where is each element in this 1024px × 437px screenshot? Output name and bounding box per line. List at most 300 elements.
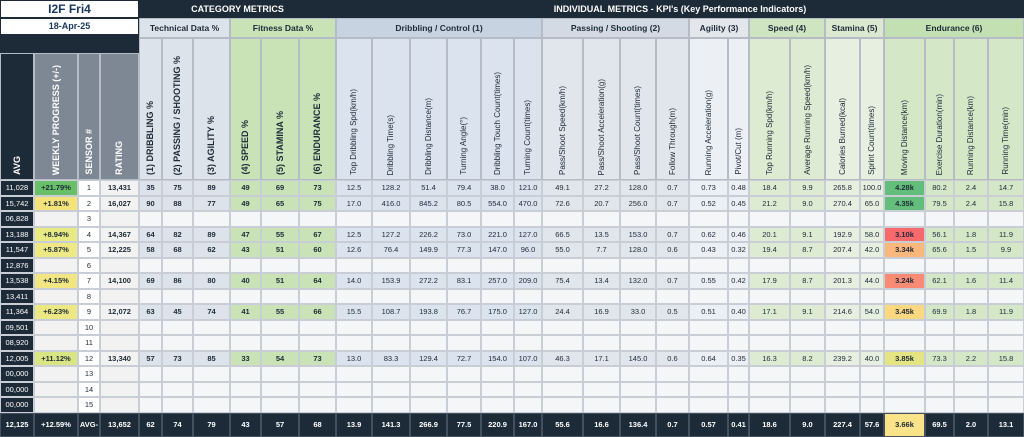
footer-v4: 57 [261, 413, 299, 437]
footer-v22: 3.66k [884, 413, 925, 437]
cell-v10 [481, 366, 514, 382]
cell-v22 [884, 366, 925, 382]
cell-v15: 0.7 [656, 227, 689, 243]
cell-v7: 153.9 [372, 273, 410, 289]
cell-v20 [825, 382, 860, 398]
cell-v17 [728, 258, 749, 274]
cell-v7 [372, 366, 410, 382]
cell-wp: +5.87% [34, 242, 78, 258]
cell-v15: 0.7 [656, 180, 689, 196]
cell-v8 [410, 320, 447, 336]
cell-v8 [410, 397, 447, 413]
cell-v13 [583, 382, 620, 398]
cell-v6 [336, 258, 372, 274]
cell-v7: 83.3 [372, 351, 410, 367]
cell-v16 [689, 382, 728, 398]
cell-rating [100, 335, 139, 351]
cell-v8 [410, 366, 447, 382]
passing-subgroup: Passing / Shooting (2) [542, 18, 689, 38]
cell-v25 [988, 366, 1024, 382]
col-header-v17-label: Pivot/Cut (m) [733, 128, 743, 175]
footer-v9: 77.5 [447, 413, 481, 437]
cell-v18: 19.4 [749, 242, 790, 258]
cell-v23: 73.3 [925, 351, 954, 367]
cell-v1 [162, 397, 193, 413]
cell-v4: 51 [261, 242, 299, 258]
cell-v13 [583, 211, 620, 227]
cell-v13 [583, 289, 620, 305]
cell-v10 [481, 335, 514, 351]
col-header-v7 [372, 38, 410, 180]
cell-v16 [689, 289, 728, 305]
cell-v0: 35 [139, 180, 162, 196]
cell-v1 [162, 289, 193, 305]
cell-v10: 154.0 [481, 351, 514, 367]
cell-v19 [790, 335, 825, 351]
cell-v8 [410, 289, 447, 305]
cell-v16: 0.55 [689, 273, 728, 289]
cell-v11 [514, 366, 542, 382]
cell-v11: 209.0 [514, 273, 542, 289]
cell-v25 [988, 382, 1024, 398]
cell-v2 [193, 211, 230, 227]
cell-rating [100, 397, 139, 413]
col-header-v4-label: (5) STAMINA % [274, 111, 285, 175]
cell-v12 [542, 211, 583, 227]
cell-v24: 1.5 [954, 242, 988, 258]
cell-v11: 96.0 [514, 242, 542, 258]
col-header-v9 [447, 38, 481, 180]
cell-v11: 470.0 [514, 196, 542, 212]
cell-v23 [925, 382, 954, 398]
cell-v19 [790, 289, 825, 305]
cell-v2 [193, 366, 230, 382]
cell-v23 [925, 289, 954, 305]
cell-v5 [299, 211, 336, 227]
footer-v25: 13.1 [988, 413, 1024, 437]
cell-v5: 60 [299, 242, 336, 258]
cell-v5 [299, 258, 336, 274]
cell-v2 [193, 335, 230, 351]
col-header-v2 [193, 38, 230, 180]
cell-v21: 54.0 [860, 304, 884, 320]
cell-v10 [481, 382, 514, 398]
cell-v2 [193, 320, 230, 336]
cell-v9 [447, 335, 481, 351]
cell-v25 [988, 320, 1024, 336]
cell-v14 [620, 289, 656, 305]
cell-v25: 11.9 [988, 304, 1024, 320]
cell-rating [100, 289, 139, 305]
cell-v10: 257.0 [481, 273, 514, 289]
cell-v3 [230, 320, 261, 336]
cell-v17: 0.40 [728, 304, 749, 320]
cell-v2: 89 [193, 180, 230, 196]
cell-v15 [656, 335, 689, 351]
col-header-v5 [299, 38, 336, 180]
cell-v11 [514, 397, 542, 413]
cell-v13: 16.9 [583, 304, 620, 320]
col-header-v20 [825, 38, 860, 180]
cell-v12: 55.0 [542, 242, 583, 258]
footer-v14: 136.4 [620, 413, 656, 437]
col-header-v11 [514, 38, 542, 180]
footer-avg: 12,125 [0, 413, 34, 437]
cell-v1: 68 [162, 242, 193, 258]
cell-sensor: 8 [78, 289, 100, 305]
cell-v17: 0.48 [728, 180, 749, 196]
cell-v23 [925, 366, 954, 382]
cell-v12 [542, 335, 583, 351]
cell-v5: 75 [299, 196, 336, 212]
col-header-v19 [790, 38, 825, 180]
cell-avg: 13,188 [0, 227, 34, 243]
footer-v24: 2.0 [954, 413, 988, 437]
cell-v13: 20.7 [583, 196, 620, 212]
cell-v3: 43 [230, 242, 261, 258]
cell-v11: 127.0 [514, 304, 542, 320]
cell-v25 [988, 397, 1024, 413]
cell-v20 [825, 397, 860, 413]
cell-v8 [410, 258, 447, 274]
cell-v20: 270.4 [825, 196, 860, 212]
col-header-v23 [925, 38, 954, 180]
cell-v22: 4.35k [884, 196, 925, 212]
cell-v11: 127.0 [514, 227, 542, 243]
cell-v2: 89 [193, 227, 230, 243]
cell-v8: 845.2 [410, 196, 447, 212]
cell-v16 [689, 366, 728, 382]
cell-v18: 17.9 [749, 273, 790, 289]
cell-v11 [514, 289, 542, 305]
cell-v17 [728, 397, 749, 413]
cell-v12: 75.4 [542, 273, 583, 289]
cell-v25 [988, 211, 1024, 227]
cell-v11 [514, 258, 542, 274]
cell-v11 [514, 320, 542, 336]
cell-v12 [542, 366, 583, 382]
cell-v4: 51 [261, 273, 299, 289]
cell-v11: 121.0 [514, 180, 542, 196]
cell-v4: 55 [261, 227, 299, 243]
cell-avg: 11,547 [0, 242, 34, 258]
col-header-v18-label: Top Running Spd(km/h) [764, 90, 774, 175]
cell-avg: 09,501 [0, 320, 34, 336]
cell-v21: 44.0 [860, 273, 884, 289]
col-header-v13 [583, 38, 620, 180]
cell-rating [100, 382, 139, 398]
cell-v21 [860, 289, 884, 305]
cell-v24 [954, 382, 988, 398]
cell-v3: 41 [230, 304, 261, 320]
cell-v10 [481, 397, 514, 413]
col-header-v4 [261, 38, 299, 180]
cell-v19: 9.1 [790, 304, 825, 320]
cell-v3: 49 [230, 180, 261, 196]
cell-sensor: 12 [78, 351, 100, 367]
cell-v18 [749, 211, 790, 227]
cell-v16 [689, 211, 728, 227]
cell-v2 [193, 397, 230, 413]
col-header-v12 [542, 38, 583, 180]
cell-v12 [542, 397, 583, 413]
cell-v17: 0.45 [728, 196, 749, 212]
cell-rating: 16,027 [100, 196, 139, 212]
footer-v6: 13.9 [336, 413, 372, 437]
cell-v8: 226.2 [410, 227, 447, 243]
cell-v18 [749, 258, 790, 274]
cell-v4: 54 [261, 351, 299, 367]
cell-v12 [542, 258, 583, 274]
cell-v17 [728, 335, 749, 351]
footer-v0: 62 [139, 413, 162, 437]
footer-v19: 9.0 [790, 413, 825, 437]
cell-rating [100, 320, 139, 336]
cell-v0 [139, 366, 162, 382]
footer-v21: 57.6 [860, 413, 884, 437]
cell-avg: 12,005 [0, 351, 34, 367]
cell-v17: 0.42 [728, 273, 749, 289]
cell-v16: 0.64 [689, 351, 728, 367]
cell-v5 [299, 320, 336, 336]
cell-v3: 40 [230, 273, 261, 289]
cell-v18: 18.4 [749, 180, 790, 196]
cell-v10 [481, 320, 514, 336]
cell-v22: 3.24k [884, 273, 925, 289]
cell-v12 [542, 320, 583, 336]
cell-v15 [656, 382, 689, 398]
cell-v14 [620, 211, 656, 227]
cell-v21: 42.0 [860, 242, 884, 258]
technical-subgroup: Technical Data % [139, 18, 230, 38]
col-header-wp [34, 53, 78, 180]
cell-v18: 21.2 [749, 196, 790, 212]
cell-v25: 9.9 [988, 242, 1024, 258]
cell-v20 [825, 320, 860, 336]
cell-v21: 58.0 [860, 227, 884, 243]
cell-v10 [481, 211, 514, 227]
col-header-v6 [336, 38, 372, 180]
cell-v1 [162, 320, 193, 336]
cell-v6 [336, 289, 372, 305]
cell-v12: 72.6 [542, 196, 583, 212]
col-header-avg-label: AVG [11, 156, 22, 175]
cell-rating [100, 258, 139, 274]
cell-v3 [230, 335, 261, 351]
col-header-v9-label: Turning Angle(°) [459, 117, 468, 175]
col-header-v24-label: Running Distance(km) [966, 95, 975, 175]
cell-v4: 69 [261, 180, 299, 196]
cell-v9: 77.3 [447, 242, 481, 258]
cell-v6: 17.0 [336, 196, 372, 212]
cell-v23: 56.1 [925, 227, 954, 243]
col-header-v15-label: Follow Through(m) [667, 108, 677, 175]
cell-v16: 0.73 [689, 180, 728, 196]
cell-v9 [447, 258, 481, 274]
cell-v6: 12.6 [336, 242, 372, 258]
cell-v17 [728, 320, 749, 336]
cell-v13: 13.4 [583, 273, 620, 289]
cell-v2: 80 [193, 273, 230, 289]
category-metrics-banner: CATEGORY METRICS [139, 0, 336, 18]
col-header-rating-label: RATING [114, 141, 124, 175]
cell-v6 [336, 320, 372, 336]
cell-v10 [481, 289, 514, 305]
cell-v1 [162, 335, 193, 351]
footer-v12: 55.6 [542, 413, 583, 437]
stamina-subgroup: Stamina (5) [825, 18, 884, 38]
cell-v18 [749, 289, 790, 305]
col-header-v21 [860, 38, 884, 180]
cell-v6: 13.0 [336, 351, 372, 367]
cell-v18: 17.1 [749, 304, 790, 320]
cell-v25: 14.7 [988, 180, 1024, 196]
cell-v7 [372, 289, 410, 305]
cell-v17 [728, 289, 749, 305]
cell-v23 [925, 335, 954, 351]
cell-v1: 45 [162, 304, 193, 320]
cell-v17: 0.32 [728, 242, 749, 258]
cell-avg: 11,028 [0, 180, 34, 196]
cell-v19: 9.0 [790, 196, 825, 212]
cell-v6: 12.5 [336, 180, 372, 196]
cell-v22 [884, 335, 925, 351]
cell-rating: 14,367 [100, 227, 139, 243]
col-header-v22 [884, 38, 925, 180]
cell-v15: 0.7 [656, 196, 689, 212]
cell-v7 [372, 335, 410, 351]
cell-v15: 0.5 [656, 304, 689, 320]
cell-v10: 38.0 [481, 180, 514, 196]
cell-rating [100, 211, 139, 227]
cell-v20: 207.4 [825, 242, 860, 258]
col-header-v21-label: Sprint Count(times) [867, 106, 876, 175]
cell-sensor: 14 [78, 382, 100, 398]
cell-v24: 1.8 [954, 304, 988, 320]
cell-avg: 08,920 [0, 335, 34, 351]
col-header-v1 [162, 38, 193, 180]
cell-wp [34, 258, 78, 274]
col-header-v14-label: Pass/Shoot Count(times) [633, 86, 642, 175]
cell-v21 [860, 335, 884, 351]
cell-v9: 83.1 [447, 273, 481, 289]
cell-v8: 129.4 [410, 351, 447, 367]
cell-v24: 1.8 [954, 227, 988, 243]
col-header-v16 [689, 38, 728, 180]
cell-v19: 8.2 [790, 351, 825, 367]
cell-v25: 11.9 [988, 227, 1024, 243]
cell-v21 [860, 258, 884, 274]
col-header-v7-label: Dribbling Time(s) [386, 114, 395, 175]
cell-v19: 9.1 [790, 227, 825, 243]
cell-v0: 90 [139, 196, 162, 212]
cell-v15 [656, 211, 689, 227]
endurance-subgroup: Endurance (6) [884, 18, 1024, 38]
col-header-v15 [656, 38, 689, 180]
cell-v12: 49.1 [542, 180, 583, 196]
col-header-v6-label: Top Dribbling Spd(km/h) [349, 89, 358, 175]
sheet-title: I2F Fri4 [0, 0, 139, 18]
col-header-v25 [988, 38, 1024, 180]
cell-rating: 13,340 [100, 351, 139, 367]
cell-v22 [884, 289, 925, 305]
cell-v22: 3.34k [884, 242, 925, 258]
cell-v6 [336, 382, 372, 398]
cell-v1: 73 [162, 351, 193, 367]
cell-v23 [925, 320, 954, 336]
cell-v16 [689, 397, 728, 413]
cell-v14: 33.0 [620, 304, 656, 320]
col-header-v19-label: Average Running Speed(km/h) [802, 65, 812, 175]
cell-v22: 3.85k [884, 351, 925, 367]
footer-v23: 69.5 [925, 413, 954, 437]
footer-v20: 227.4 [825, 413, 860, 437]
cell-v21 [860, 320, 884, 336]
cell-v6: 12.5 [336, 227, 372, 243]
cell-v8 [410, 382, 447, 398]
cell-v21: 40.0 [860, 351, 884, 367]
cell-avg: 06,828 [0, 211, 34, 227]
col-header-rating [100, 53, 139, 180]
cell-avg: 00,000 [0, 366, 34, 382]
cell-v23: 79.5 [925, 196, 954, 212]
left-dark-block [0, 35, 139, 53]
cell-wp: +6.23% [34, 304, 78, 320]
cell-v7: 127.2 [372, 227, 410, 243]
cell-v20: 192.9 [825, 227, 860, 243]
cell-v2: 85 [193, 351, 230, 367]
cell-v12: 66.5 [542, 227, 583, 243]
cell-v18 [749, 320, 790, 336]
cell-v21 [860, 211, 884, 227]
cell-v6: 15.5 [336, 304, 372, 320]
cell-v1: 75 [162, 180, 193, 196]
cell-v14 [620, 320, 656, 336]
cell-v14: 132.0 [620, 273, 656, 289]
cell-wp [34, 335, 78, 351]
cell-v20: 265.8 [825, 180, 860, 196]
cell-rating: 12,225 [100, 242, 139, 258]
cell-v22 [884, 211, 925, 227]
cell-v10: 175.0 [481, 304, 514, 320]
cell-v9: 72.7 [447, 351, 481, 367]
cell-v5: 73 [299, 351, 336, 367]
cell-v22 [884, 397, 925, 413]
cell-v6 [336, 211, 372, 227]
cell-v7 [372, 382, 410, 398]
cell-v5: 66 [299, 304, 336, 320]
cell-wp: +21.79% [34, 180, 78, 196]
cell-v4 [261, 366, 299, 382]
cell-v7 [372, 320, 410, 336]
cell-v25 [988, 289, 1024, 305]
cell-v24 [954, 258, 988, 274]
cell-v18 [749, 335, 790, 351]
cell-sensor: 7 [78, 273, 100, 289]
cell-wp [34, 289, 78, 305]
cell-v13 [583, 335, 620, 351]
cell-sensor: 11 [78, 335, 100, 351]
cell-v11 [514, 335, 542, 351]
cell-v0: 63 [139, 304, 162, 320]
cell-v2 [193, 258, 230, 274]
cell-v18 [749, 366, 790, 382]
cell-v15: 0.7 [656, 273, 689, 289]
cell-v7: 76.4 [372, 242, 410, 258]
cell-v4 [261, 320, 299, 336]
col-header-v23-label: Exercise Duration(min) [934, 93, 944, 175]
col-header-v25-label: Running Time(min) [1001, 107, 1010, 175]
